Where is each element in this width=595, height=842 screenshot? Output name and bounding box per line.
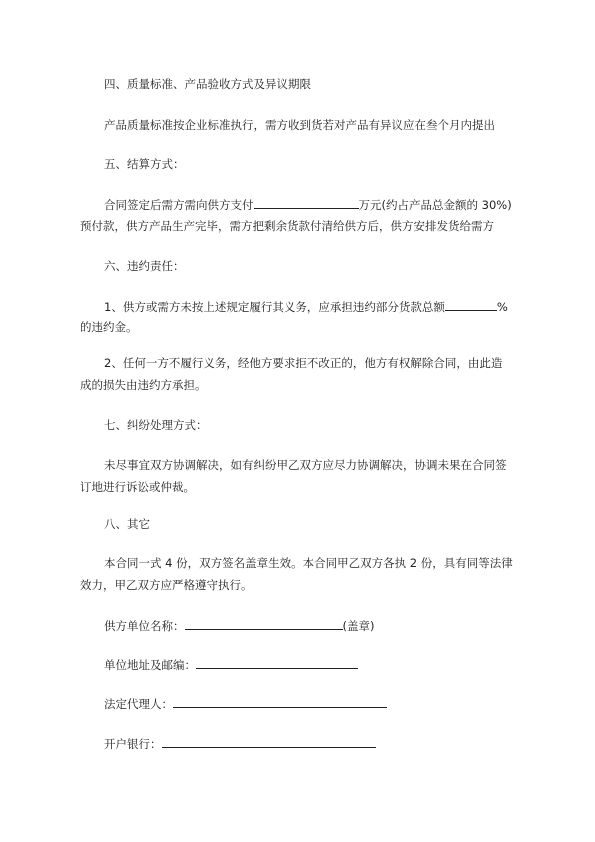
bank-row [104, 736, 376, 751]
address-blank[interactable] [196, 657, 358, 669]
section-6-para-2-line-1: 2、任何一方不履行义务，经他方要求拒不改正的，他方有权解除合同，由此造 [104, 356, 503, 370]
legal-rep-blank[interactable] [173, 696, 387, 708]
section-4-text: 产品质量标准按企业标准执行，需方收到货若对产品有异议应在叁个月内提出 [104, 118, 495, 132]
penalty-percent-blank[interactable] [445, 299, 497, 311]
section-6-para-2-line-2: 成的损失由违约方承担。 [80, 378, 207, 392]
section-5-heading: 五、结算方式： [104, 157, 185, 171]
legal-rep-row [104, 696, 387, 711]
payment-text-start: 合同签定后需方需向供方支付 [104, 198, 254, 212]
section-8-line-2: 效力，甲乙双方应严格遵守执行。 [80, 578, 253, 592]
supplier-name-label: 供方单位名称： [104, 619, 185, 633]
penalty-text: 1、供方或需方未按上述规定履行其义务，应承担违约部分货款总额 [104, 300, 445, 314]
payment-text-end: 万元(约占产品总金额的 30%) [358, 198, 512, 212]
section-7-line-2: 订地进行诉讼或仲裁。 [80, 480, 195, 494]
section-5-line-2: 预付款，供方产品生产完毕，需方把剩余货款付清给供方后，供方安排发货给需方 [80, 219, 494, 233]
section-7-line-1: 未尽事宜双方协调解决，如有纠纷甲乙双方应尽力协调解决，协调未果在合同签 [104, 458, 507, 472]
address-row [104, 657, 358, 672]
section-5-line-1 [104, 197, 512, 212]
percent-sign: % [496, 300, 508, 314]
supplier-name-blank[interactable] [185, 618, 343, 630]
section-8-heading: 八、其它 [104, 517, 150, 531]
section-6-para-1-line-1 [104, 299, 508, 314]
legal-rep-label: 法定代理人： [104, 697, 173, 711]
section-6-para-1-line-2: 的违约金。 [80, 320, 138, 334]
section-6-heading: 六、违约责任： [104, 259, 185, 273]
payment-amount-blank[interactable] [254, 197, 359, 209]
section-7-heading: 七、纠纷处理方式： [104, 418, 208, 432]
address-label: 单位地址及邮编： [104, 658, 196, 672]
bank-label: 开户银行： [104, 737, 162, 751]
section-4-heading: 四、质量标准、产品验收方式及异议期限 [104, 77, 311, 91]
section-8-line-1: 本合同一式 4 份，双方签名盖章生效。本合同甲乙双方各执 2 份，具有同等法律 [104, 556, 513, 570]
supplier-name-row [104, 618, 374, 633]
bank-blank[interactable] [162, 736, 376, 748]
seal-label: (盖章) [342, 619, 375, 633]
